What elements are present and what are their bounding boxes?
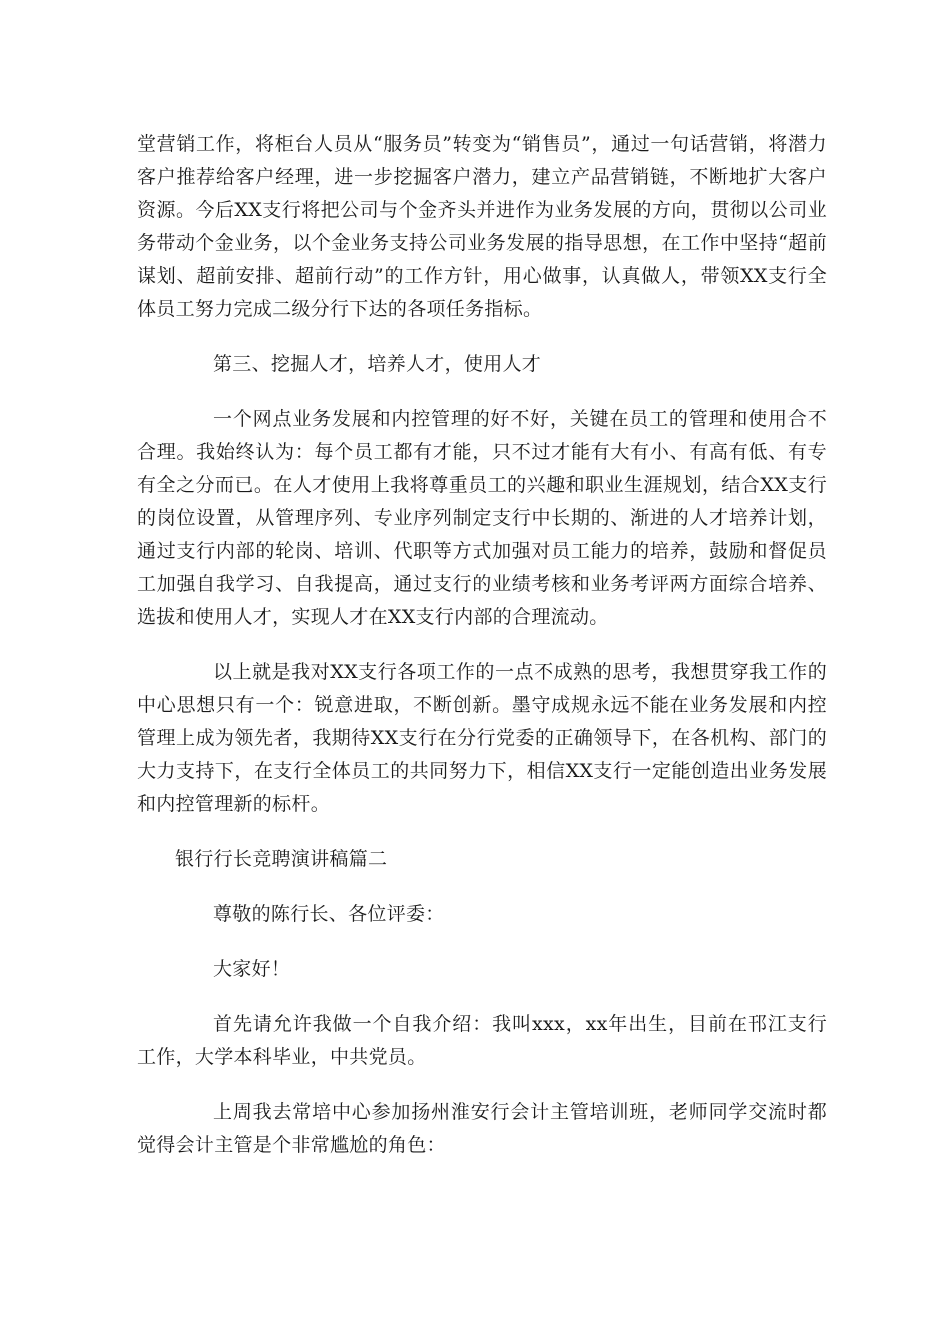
section-heading-talent: 第三、挖掘人才，培养人才，使用人才 bbox=[213, 353, 542, 375]
document-body bbox=[137, 128, 827, 1184]
greeting: 大家好！ bbox=[213, 958, 291, 980]
paragraph-self-introduction: 首先请允许我做一个自我介绍：我叫xxx，xx年出生，目前在邗江支行工作，大学本科毕业，中共党员。 bbox=[137, 1013, 827, 1068]
salutation: 尊敬的陈行长、各位评委： bbox=[213, 903, 445, 925]
paragraph-conclusion: 以上就是我对XX支行各项工作的一点不成熟的思考，我想贯穿我工作的中心思想只有一个：锐意进取，不断创新。墨守成规永远不能在业务发展和内控管理上成为领先者，我期待XX支行在分行党委的正确领导下，在各机构、部门的大力支持下，在支行全体员工的共同努力下，相信XX支行一定能创造出业务发展和内控管理新的标杆。 bbox=[137, 661, 827, 815]
speech-title-part-two: 银行行长竞聘演讲稿篇二 bbox=[175, 848, 388, 870]
paragraph-training: 上周我去常培中心参加扬州淮安行会计主管培训班，老师同学交流时都觉得会计主管是个非常尴尬的角色： bbox=[137, 1101, 827, 1156]
paragraph-talent: 一个网点业务发展和内控管理的好不好，关键在员工的管理和使用合不合理。我始终认为：每个员工都有才能，只不过才能有大有小、有高有低、有专有全之分而已。在人才使用上我将尊重员工的兴趣和职业生涯规划，结合XX支行的岗位设置，从管理序列、专业序列制定支行中长期的、渐进的人才培养计划，通过支行内部的轮岗、培训、代职等方式加强对员工能力的培养，鼓励和督促员工加强自我学习、自我提高，通过支行的业绩考核和业务考评两方面综合培养、选拔和使用人才，实现人才在XX支行内部的合理流动。 bbox=[137, 408, 827, 628]
paragraph-marketing: 堂营销工作，将柜台人员从“服务员”转变为“销售员”，通过一句话营销，将潜力客户推荐给客户经理，进一步挖掘客户潜力，建立产品营销链，不断地扩大客户资源。今后XX支行将把公司与个金齐头并进作为业务发展的方向，贯彻以公司业务带动个金业务，以个金业务支持公司业务发展的指导思想，在工作中坚持“超前谋划、超前安排、超前行动”的工作方针，用心做事，认真做人，带领XX支行全体员工努力完成二级分行下达的各项任务指标。 bbox=[137, 133, 827, 320]
